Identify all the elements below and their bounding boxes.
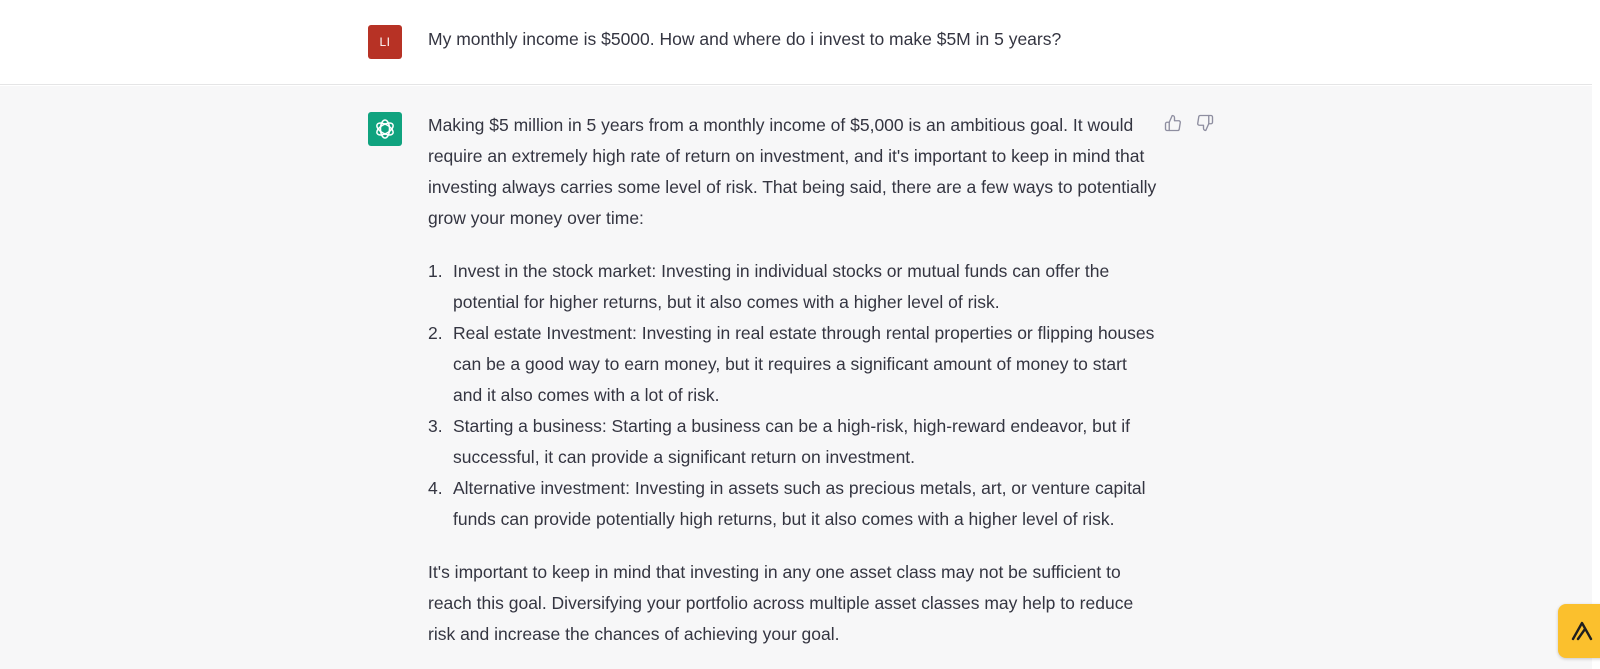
list-item — [428, 473, 1158, 535]
list-item — [428, 256, 1158, 318]
list-item-text: Real estate Investment: Investing in real estate through rental properties or flipping houses can be a good way to earn money, but it requires a significant amount of money to start and it also comes with a lot of risk. — [453, 323, 1155, 405]
openai-logo-icon — [368, 112, 402, 146]
list-item — [428, 318, 1158, 411]
list-item — [428, 411, 1158, 473]
assistant-answer — [428, 110, 1158, 650]
list-item-text: Alternative investment: Investing in assets such as precious metals, art, or venture capital funds can provide potentially high returns, but it also comes with a higher level of risk. — [453, 478, 1146, 529]
assistant-message-row — [0, 86, 1592, 669]
list-item-number: 1. — [428, 261, 443, 281]
answer-intro: Making $5 million in 5 years from a monthly income of $5,000 is an ambitious goal. It would require an extremely high rate of return on investment, and it's important to keep in mind that investing always carries some level of risk. That being said, there are a few ways to potentially grow your money over time: — [428, 115, 1157, 228]
user-avatar — [368, 25, 402, 59]
thumbs-down-icon[interactable] — [1196, 114, 1214, 132]
thumbs-up-icon[interactable] — [1164, 114, 1182, 132]
list-item-text: Invest in the stock market: Investing in individual stocks or mutual funds can offer the potential for higher returns, but it also comes with a higher level of risk. — [453, 261, 1110, 312]
scrollbar-track[interactable] — [1592, 0, 1600, 669]
list-item-text: Starting a business: Starting a business can be a high-risk, high-reward endeavor, but if successful, it can provide a significant return on investment. — [453, 416, 1131, 467]
list-item-number: 4. — [428, 478, 443, 498]
extension-badge-icon[interactable] — [1558, 604, 1600, 658]
feedback-buttons — [1164, 114, 1214, 132]
user-message-text: My monthly income is $5000. How and where do i invest to make $5M in 5 years? — [428, 29, 1062, 49]
list-item-number: 3. — [428, 416, 443, 436]
user-avatar-initials: LI — [379, 35, 391, 49]
answer-list — [428, 256, 1158, 535]
answer-outro: It's important to keep in mind that investing in any one asset class may not be sufficient to reach this goal. Diversifying your portfolio across multiple asset classes may help to reduce risk and increase the chances of achieving your goal. — [428, 562, 1134, 644]
user-message-row — [0, 0, 1592, 85]
list-item-number: 2. — [428, 323, 443, 343]
